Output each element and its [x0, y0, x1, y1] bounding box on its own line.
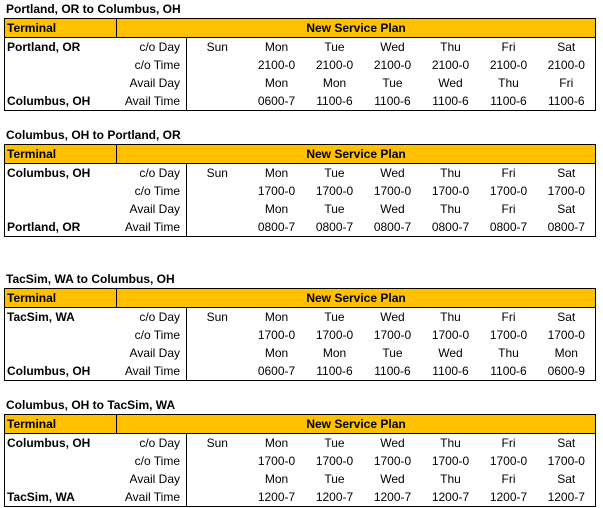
schedule-cell: Tue	[324, 309, 345, 324]
table-row	[5, 308, 596, 327]
terminal-header: Terminal	[5, 19, 117, 38]
table-row	[5, 344, 596, 362]
origin-terminal: Portland, OR	[5, 38, 117, 57]
terminal-cell	[5, 326, 117, 344]
row-label: Avail Time	[117, 362, 187, 381]
schedule-cell: Wed	[380, 39, 405, 54]
schedule-cell: 0600-9	[538, 362, 596, 381]
schedule-cell: Fri	[501, 201, 516, 216]
schedule-cell: 2100-0	[538, 56, 596, 74]
row-label: Avail Day	[117, 200, 187, 218]
destination-terminal: TacSim, WA	[5, 488, 117, 507]
schedule-cell: Tue	[382, 345, 403, 360]
schedule-cell: 1700-0	[538, 182, 596, 200]
row-label: Avail Day	[117, 344, 187, 362]
schedule-cell: Tue	[324, 435, 345, 450]
schedule-cell: Wed	[380, 201, 405, 216]
origin-terminal: Columbus, OH	[5, 434, 117, 453]
schedule-cell: 1700-0	[315, 327, 354, 342]
table-row	[5, 362, 596, 381]
schedule-cell: Thu	[440, 201, 461, 216]
schedule-cell: Sat	[538, 200, 596, 218]
schedule-cell: 0600-7	[248, 362, 306, 381]
schedule-cell: Thu	[440, 471, 461, 486]
schedule-cell: Mon	[264, 75, 289, 90]
row-label: c/o Time	[117, 326, 187, 344]
service-plan-table	[4, 288, 596, 381]
schedule-cell: 1700-0	[431, 327, 470, 342]
schedule-cell: 1100-6	[538, 92, 596, 111]
row-label: Avail Day	[117, 74, 187, 92]
schedule-cell: 1200-7	[538, 488, 596, 507]
schedule-cell: Wed	[380, 435, 405, 450]
route-section	[4, 270, 595, 381]
route-title: TacSim, WA to Columbus, OH	[6, 272, 175, 286]
route-title: Portland, OR to Columbus, OH	[6, 2, 181, 16]
schedule-cell: Wed	[438, 345, 463, 360]
schedule-cell: Sat	[538, 470, 596, 488]
schedule-cell	[187, 470, 248, 488]
schedule-cell: Tue	[382, 75, 403, 90]
schedule-cell: Fri	[538, 74, 596, 92]
row-label: Avail Time	[117, 92, 187, 111]
destination-terminal: Columbus, OH	[5, 362, 117, 381]
schedule-cell: 1200-7	[480, 488, 538, 507]
schedule-cell: 1700-0	[315, 183, 354, 198]
schedule-cell: 1700-0	[538, 326, 596, 344]
schedule-cell: Mon	[264, 435, 289, 450]
schedule-cell: Sun	[206, 435, 228, 450]
schedule-cell: Sat	[538, 38, 596, 57]
schedule-cell: Sun	[206, 39, 228, 54]
header-row	[5, 145, 596, 164]
schedule-cell	[187, 92, 248, 111]
schedule-cell: Sat	[538, 308, 596, 327]
schedule-cell: 1200-7	[422, 488, 480, 507]
schedule-cell: Sat	[538, 434, 596, 453]
route-section	[4, 396, 595, 507]
terminal-cell	[5, 452, 117, 470]
schedule-cell: 1700-0	[257, 327, 296, 342]
table-row	[5, 470, 596, 488]
schedule-cell: 1100-6	[306, 362, 364, 381]
row-label: c/o Time	[117, 56, 187, 74]
schedule-cell: Tue	[324, 471, 345, 486]
schedule-cell: Thu	[498, 345, 519, 360]
schedule-cell	[187, 326, 248, 344]
schedule-cell: 2100-0	[373, 57, 412, 72]
table-row	[5, 434, 596, 453]
header-row	[5, 19, 596, 38]
route-title: Columbus, OH to Portland, OR	[6, 128, 181, 142]
row-label: c/o Day	[117, 38, 187, 57]
schedule-cell: Sat	[538, 164, 596, 183]
table-row	[5, 38, 596, 57]
schedule-cell: 2100-0	[315, 57, 354, 72]
schedule-cell	[187, 452, 248, 470]
table-row	[5, 182, 596, 200]
schedule-cell: 0600-7	[248, 92, 306, 111]
schedule-cell: 1100-6	[480, 92, 538, 111]
schedule-cell	[187, 74, 248, 92]
row-label: c/o Time	[117, 452, 187, 470]
schedule-cell: Mon	[264, 39, 289, 54]
schedule-cell: Thu	[440, 39, 461, 54]
table-row	[5, 56, 596, 74]
route-section	[4, 126, 595, 237]
service-plan-table	[4, 18, 596, 111]
schedule-cell: 1700-0	[373, 183, 412, 198]
schedule-cell: 1100-6	[422, 92, 480, 111]
schedule-cell: 0800-7	[248, 218, 306, 237]
table-row	[5, 164, 596, 183]
row-label: Avail Time	[117, 218, 187, 237]
schedule-cell: Mon	[264, 201, 289, 216]
schedule-cell: Sun	[206, 165, 228, 180]
service-plan-header: New Service Plan	[117, 19, 596, 38]
schedule-cell: 1700-0	[373, 453, 412, 468]
table-row	[5, 452, 596, 470]
schedule-cell: Mon	[264, 471, 289, 486]
schedule-cell: 2100-0	[257, 57, 296, 72]
schedule-cell: Mon	[264, 165, 289, 180]
row-label: c/o Day	[117, 164, 187, 183]
schedule-cell: Mon	[264, 345, 289, 360]
schedule-cell: 0800-7	[538, 218, 596, 237]
terminal-cell	[5, 470, 117, 488]
row-label: c/o Day	[117, 434, 187, 453]
schedule-cell: Fri	[501, 471, 516, 486]
header-row	[5, 289, 596, 308]
schedule-cell: Thu	[498, 75, 519, 90]
schedule-cell	[187, 218, 248, 237]
schedule-cell: 1700-0	[257, 183, 296, 198]
destination-terminal: Portland, OR	[5, 218, 117, 237]
schedule-cell: Tue	[324, 39, 345, 54]
terminal-cell	[5, 56, 117, 74]
schedule-cell: 1700-0	[315, 453, 354, 468]
schedule-cell	[187, 488, 248, 507]
schedule-cell: 1200-7	[364, 488, 422, 507]
destination-terminal: Columbus, OH	[5, 92, 117, 111]
schedule-cell: Tue	[324, 201, 345, 216]
schedule-cell: 1700-0	[538, 452, 596, 470]
schedule-cell: Mon	[322, 75, 347, 90]
schedule-cell	[187, 56, 248, 74]
schedule-cell: 1700-0	[257, 453, 296, 468]
origin-terminal: Columbus, OH	[5, 164, 117, 183]
row-label: c/o Day	[117, 308, 187, 327]
schedule-cell: 0800-7	[422, 218, 480, 237]
schedule-cell: 0800-7	[364, 218, 422, 237]
schedule-cell: Thu	[440, 309, 461, 324]
service-plan-table	[4, 414, 596, 507]
schedule-cell: Thu	[440, 435, 461, 450]
terminal-cell	[5, 182, 117, 200]
schedule-cell: 1200-7	[306, 488, 364, 507]
schedule-cell: 1700-0	[489, 183, 528, 198]
origin-terminal: TacSim, WA	[5, 308, 117, 327]
header-row	[5, 415, 596, 434]
schedule-cell: Fri	[501, 165, 516, 180]
service-plan-header: New Service Plan	[117, 289, 596, 308]
schedule-cell: Mon	[538, 344, 596, 362]
schedule-cell: 1100-6	[364, 362, 422, 381]
row-label: Avail Day	[117, 470, 187, 488]
schedule-cell: Fri	[501, 309, 516, 324]
schedule-cell: 1700-0	[489, 327, 528, 342]
schedule-cell	[187, 362, 248, 381]
schedule-cell: 0800-7	[480, 218, 538, 237]
terminal-cell	[5, 200, 117, 218]
schedule-cell: 1700-0	[373, 327, 412, 342]
schedule-cell: Sun	[206, 309, 228, 324]
schedule-cell: 1100-6	[480, 362, 538, 381]
route-section	[4, 0, 595, 111]
schedule-cell: Tue	[324, 165, 345, 180]
table-row	[5, 74, 596, 92]
schedule-cell: 1700-0	[489, 453, 528, 468]
table-row	[5, 326, 596, 344]
terminal-header: Terminal	[5, 289, 117, 308]
schedule-cell	[187, 200, 248, 218]
schedule-cell: 1100-6	[306, 92, 364, 111]
table-row	[5, 488, 596, 507]
row-label: Avail Time	[117, 488, 187, 507]
schedule-cell: 0800-7	[306, 218, 364, 237]
table-row	[5, 92, 596, 111]
schedule-cell	[187, 344, 248, 362]
terminal-header: Terminal	[5, 145, 117, 164]
schedule-cell: Wed	[380, 309, 405, 324]
schedule-cell: Fri	[501, 435, 516, 450]
service-plan-header: New Service Plan	[117, 145, 596, 164]
schedule-cell: Wed	[380, 471, 405, 486]
service-plan-header: New Service Plan	[117, 415, 596, 434]
schedule-cell: Wed	[380, 165, 405, 180]
schedule-cell: 1700-0	[431, 183, 470, 198]
schedule-cell: Fri	[501, 39, 516, 54]
schedule-cell: Wed	[438, 75, 463, 90]
schedule-cell: 2100-0	[489, 57, 528, 72]
table-row	[5, 218, 596, 237]
schedule-cell	[187, 182, 248, 200]
service-plan-table	[4, 144, 596, 237]
schedule-cell: Thu	[440, 165, 461, 180]
row-label: c/o Time	[117, 182, 187, 200]
table-row	[5, 200, 596, 218]
terminal-cell	[5, 344, 117, 362]
schedule-cell: 1100-6	[364, 92, 422, 111]
schedule-cell: 2100-0	[431, 57, 470, 72]
schedule-cell: Mon	[322, 345, 347, 360]
route-title: Columbus, OH to TacSim, WA	[6, 398, 176, 412]
schedule-cell: 1200-7	[248, 488, 306, 507]
schedule-cell: 1700-0	[431, 453, 470, 468]
schedule-cell: 1100-6	[422, 362, 480, 381]
terminal-cell	[5, 74, 117, 92]
terminal-header: Terminal	[5, 415, 117, 434]
schedule-cell: Mon	[264, 309, 289, 324]
